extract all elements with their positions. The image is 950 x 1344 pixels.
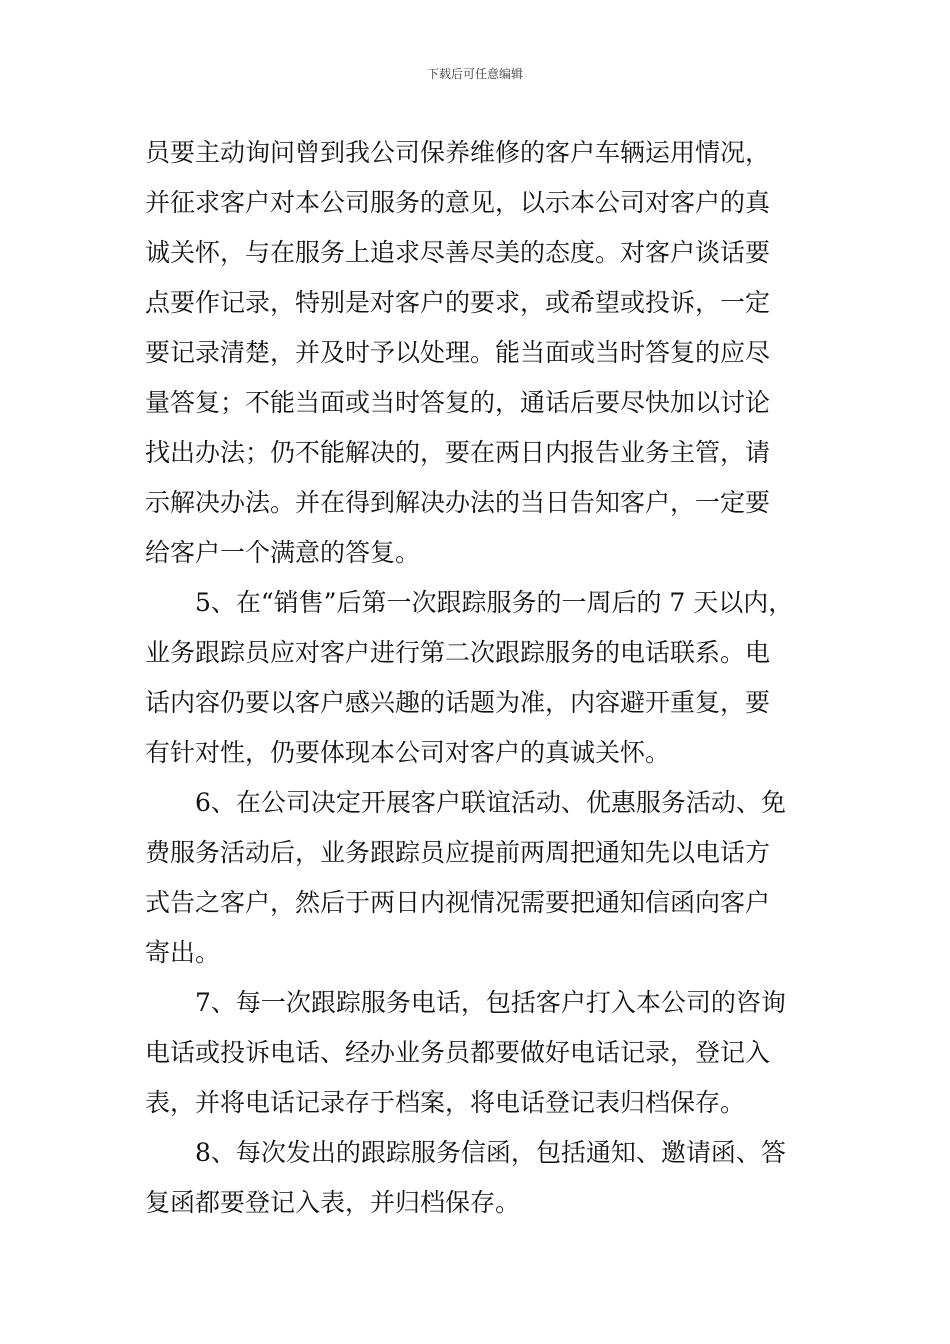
text-line: 示解决办法。并在得到解决办法的当日告知客户，一定要: [145, 488, 771, 517]
text-line: 员要主动询问曾到我公司保养维修的客户车辆运用情况，: [145, 138, 771, 167]
text-line: 要记录清楚，并及时予以处理。能当面或当时答复的应尽: [145, 338, 771, 367]
text-line: 量答复；不能当面或当时答复的，通话后要尽快加以讨论: [145, 388, 771, 417]
text-line: 点要作记录，特别是对客户的要求，或希望或投诉，一定: [145, 288, 771, 317]
text-line: 费服务活动后，业务跟踪员应提前两周把通知先以电话方: [145, 838, 771, 867]
text-line: 式告之客户，然后于两日内视情况需要把通知信函向客户: [145, 888, 771, 917]
paragraph-6-start: 6、在公司决定开展客户联谊活动、优惠服务活动、免: [195, 788, 786, 817]
paragraph-7-start: 7、每一次跟踪服务电话，包括客户打入本公司的咨询: [195, 988, 786, 1017]
text-line: 并征求客户对本公司服务的意见，以示本公司对客户的真: [145, 188, 771, 217]
text-line: 给客户一个满意的答复。: [145, 538, 421, 567]
text-line: 有针对性，仍要体现本公司对客户的真诚关怀。: [145, 738, 671, 767]
paragraph-5-start: 5、在“销售”后第一次跟踪服务的一周后的 7 天以内，: [195, 588, 794, 617]
text-line: 表，并将电话记录存于档案，将电话登记表归档保存。: [145, 1088, 746, 1117]
page-header: 下载后可任意编辑: [426, 67, 523, 81]
text-line: 诚关怀，与在服务上追求尽善尽美的态度。对客户谈话要: [145, 238, 771, 267]
text-line: 电话或投诉电话、经办业务员都要做好电话记录，登记入: [145, 1038, 771, 1067]
text-line: 复函都要登记入表，并归档保存。: [145, 1188, 521, 1217]
text-line: 寄出。: [145, 938, 221, 967]
text-line: 找出办法；仍不能解决的，要在两日内报告业务主管，请: [145, 438, 771, 467]
text-line: 话内容仍要以客户感兴趣的话题为准，内容避开重复，要: [145, 688, 771, 717]
body-text: [145, 128, 813, 1228]
paragraph-8-start: 8、每次发出的跟踪服务信函，包括通知、邀请函、答: [195, 1138, 786, 1167]
text-line: 业务跟踪员应对客户进行第二次跟踪服务的电话联系。电: [145, 638, 771, 667]
